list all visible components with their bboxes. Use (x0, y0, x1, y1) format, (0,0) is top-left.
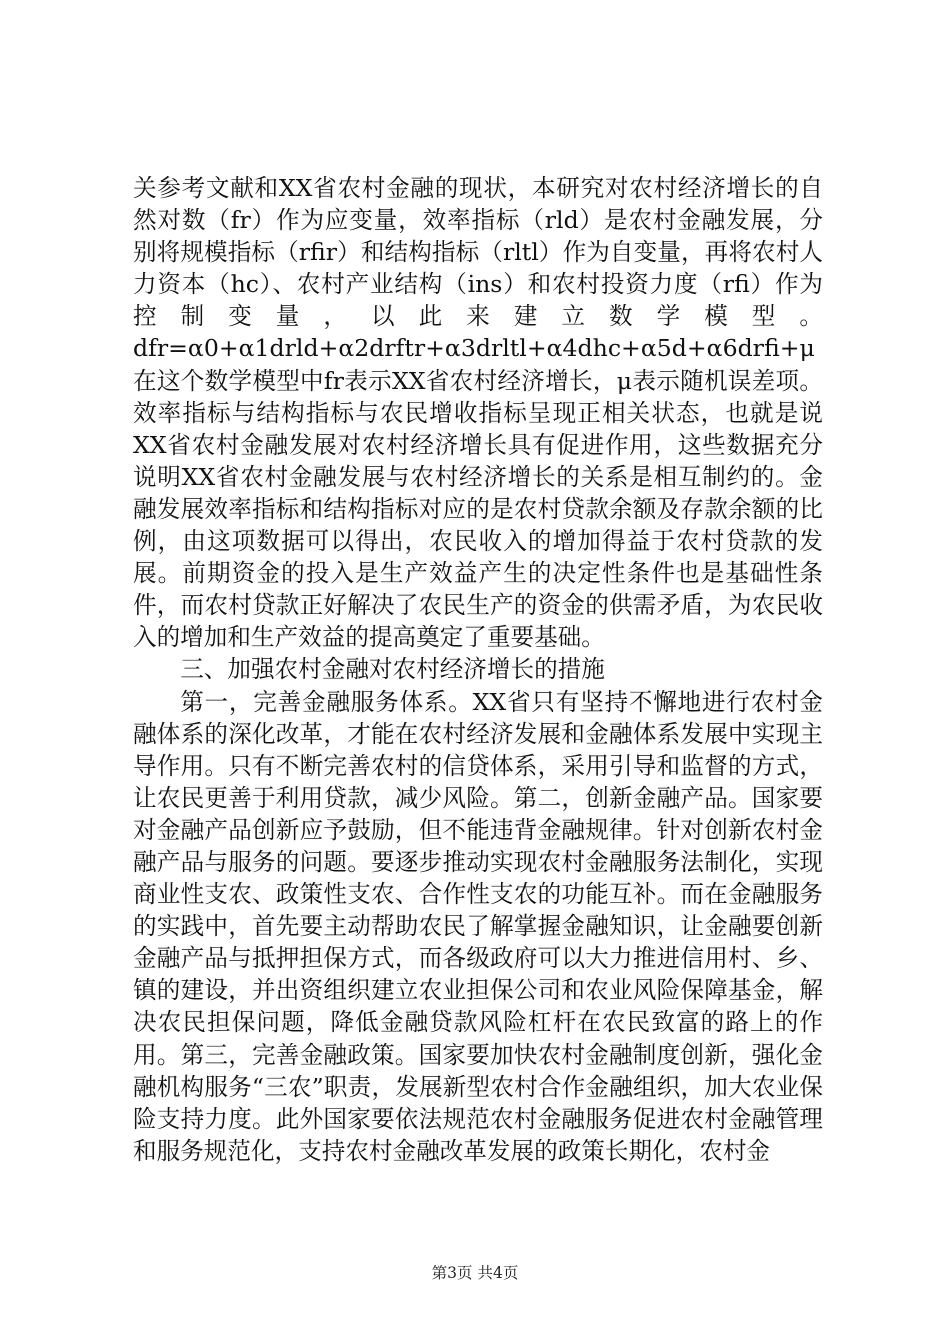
body-paragraph-measures: 第一，完善金融服务体系。XX省只有坚持不懈地进行农村金融体系的深化改革，才能在农村经济发展和金融体系发展中实现主导作用。只有不断完善农村的信贷体系，采用引导和监督的方式，让农民更善于利用贷款，减少风险。第二，创新金融产品。国家要对金融产品创新应予鼓励，但不能违背金融规律。针对创新农村金融产品与服务的问题。要逐步推动实现农村金融服务法制化，实现商业性支农、政策性支农、合作性支农的功能互补。而在金融服务的实践中，首先要主动帮助农民了解掌握金融知识，让金融要创新金融产品与抵押担保方式，而各级政府可以大力推进信用村、乡、镇的建设，并出资组织建立农业担保公司和农业风险保障基金，解决农民担保问题，降低金融贷款风险杠杆在农民致富的路上的作用。第三，完善金融政策。国家要加快农村金融制度创新，强化金融机构服务“三农”职责，发展新型农村合作金融组织，加大农业保险支持力度。此外国家要依法规范农村金融服务促进农村金融管理和服务规范化，支持农村金融改革发展的政策长期化，农村金 (133, 687, 823, 1165)
body-paragraph-continuation: 关参考文献和XX省农村金融的现状，本研究对农村经济增长的自然对数（fr）作为应变量，效率指标（rld）是农村金融发展，分别将规模指标（rfir）和结构指标（rltl）作为自变量，再将农村人力资本（hc）、农村产业结构（ins）和农村投资力度（rfi）作为控制变量，以此来建立数学模型。dfr=α0+α1drld+α2drftr+α3drltl+α4dhc+α5d+α6drfi+μ在这个数学模型中fr表示XX省农村经济增长，μ表示随机误差项。效率指标与结构指标与农民增收指标呈现正相关状态，也就是说XX省农村金融发展对农村经济增长具有促进作用，这些数据充分说明XX省农村金融发展与农村经济增长的关系是相互制约的。金融发展效率指标和结构指标对应的是农村贷款余额及存款余额的比例，由这项数据可以得出，农民收入的增加得益于农村贷款的发展。前期资金的投入是生产效益产生的决定性条件也是基础性条件，而农村贷款正好解决了农民生产的资金的供需矛盾，为农民收入的增加和生产效益的提高奠定了重要基础。 (133, 174, 823, 652)
section-heading: 三、加强农村金融对农村经济增长的措施 (180, 655, 605, 684)
document-body (133, 172, 823, 1167)
page-footer (0, 1261, 950, 1283)
page-number: 第3页 共4页 (431, 1264, 519, 1282)
